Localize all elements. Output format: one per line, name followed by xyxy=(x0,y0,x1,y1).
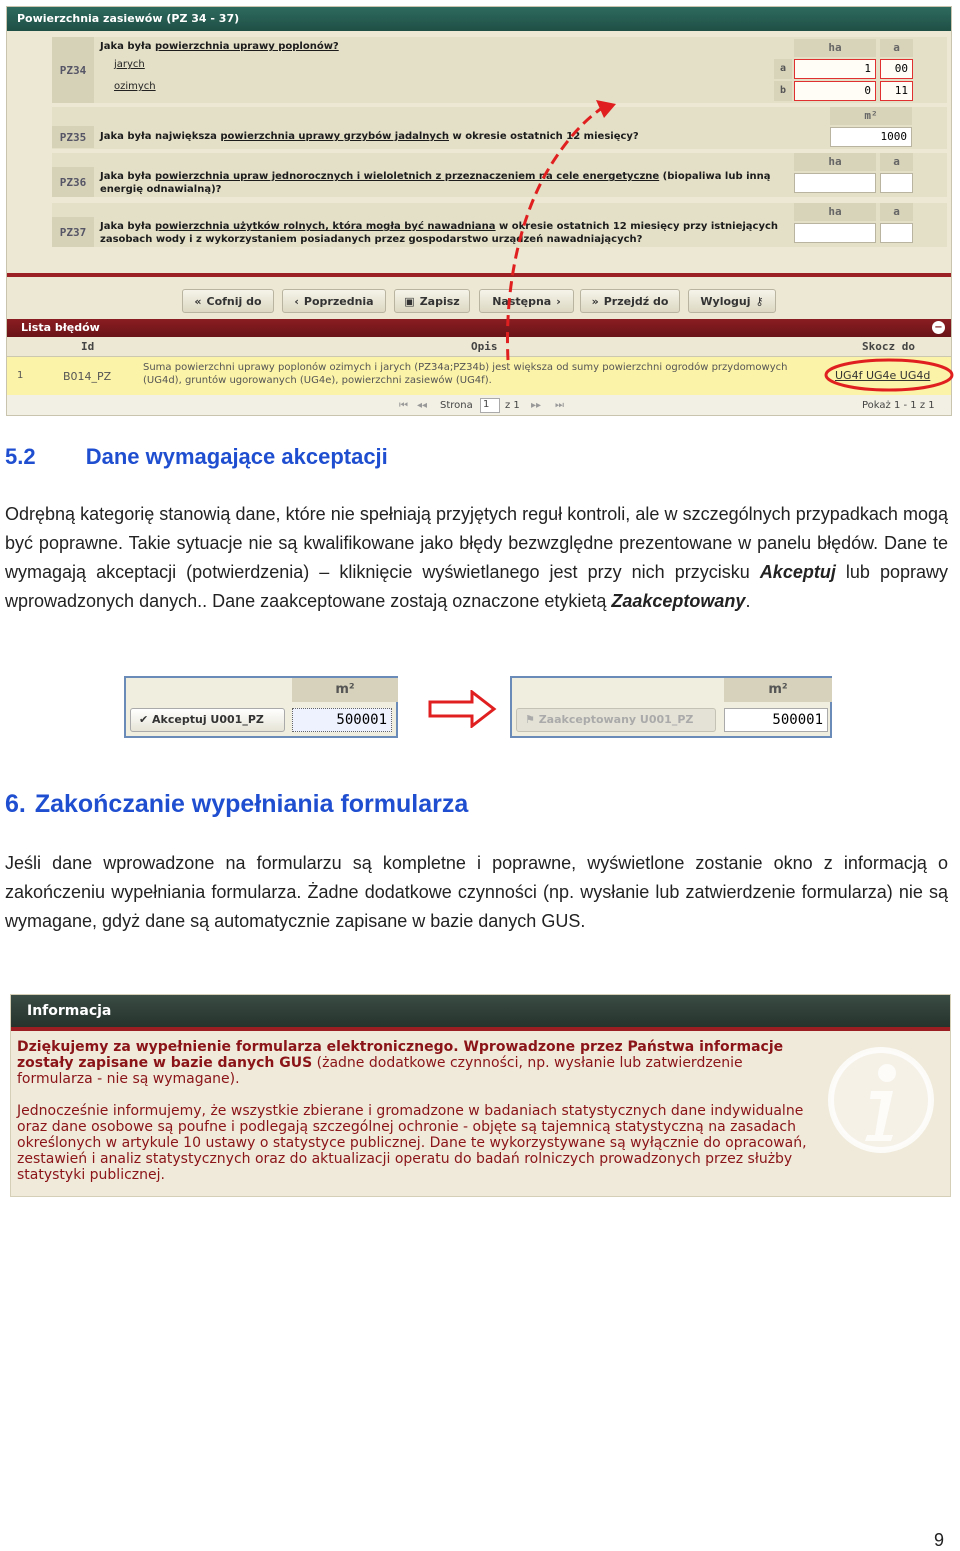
disk-icon: ▣ xyxy=(404,294,415,308)
m2-input[interactable]: 1000 xyxy=(830,127,912,147)
page-input[interactable]: 1 xyxy=(480,398,500,413)
section-paragraph-5-2: Odrębną kategorię stanowią dane, które nie spełniają przyjętych reguł kontroli, ale w szczególnych przypadkach mogą być poprawne. Takie sytuacje nie są kwalifikowane jako błędy bezwzględne prezentowane w panelu błędów. Dane te wymagają akceptacji (potwierdzenia) – kliknięcie wyświetlanego jest przy nich przycisku Akceptuj lub poprawy wprowadzonych danych.. Dane zaakceptowane zostają oznaczone etykietą Zaakceptowany. xyxy=(5,504,949,611)
sub-item-ozimych[interactable]: ozimych xyxy=(114,81,156,92)
accepted-label: ⚑ Zaakceptowany U001_PZ xyxy=(516,708,716,732)
col-description: Opis xyxy=(471,340,498,353)
question-link[interactable]: powierzchnia upraw jednorocznych i wieloletnich z przeznaczeniem na cele energetyczne xyxy=(154,171,660,182)
question-id: PZ34 xyxy=(52,37,94,103)
page-number: 9 xyxy=(934,1530,945,1550)
error-description: Suma powierzchni uprawy poplonów ozimych i jarych (PZ34a;PZ34b) jest większa od sumy powierzchni ogrodów przydomowych (UG4d), gruntów ugorowanych (UG4e), powierzchni zasiewów (UG4f). xyxy=(143,362,788,386)
pager-summary: Pokaż 1 - 1 z 1 xyxy=(862,400,935,411)
next-button[interactable]: Następna › xyxy=(479,289,574,313)
info-confidentiality: Jednocześnie informujemy, że wszystkie zbierane i gromadzone w badaniach statystycznych dane indywidualne oraz dane osobowe są poufne i podlegają szczególnej ochronie - objęte są tajemnicą statystyczną na zasadach określonych w artykule 10 ustawy o statystyce publicznej. Dane te wykorzystywane są wyłącznie do opracowań, zestawień i analiz statystycznych oraz do aktualizacji operatu do badań rolniczych prowadzonych przez służby statystyki publicznej. xyxy=(17,1103,807,1183)
question-text: Jaka była powierzchnia uprawy poplonów? xyxy=(100,41,339,52)
last-page-icon[interactable]: ⏭ xyxy=(555,400,564,411)
accept-before-screenshot xyxy=(124,676,398,738)
question-link[interactable]: powierzchnia użytków rolnych, która mogła być nawadniana xyxy=(154,221,496,232)
section-heading-6 xyxy=(5,790,468,819)
section-heading-5-2 xyxy=(5,444,388,470)
m2-input[interactable]: 500001 xyxy=(724,708,828,732)
a-input[interactable]: 00 xyxy=(880,59,913,79)
first-page-icon[interactable]: ⏮ xyxy=(399,400,408,411)
section-paragraph-6: Jeśli dane wprowadzone na formularzu są kompletne i poprawne, wyświetlone zostanie okno z informacją o zakończeniu wypełniania formularza. Żadne dodatkowe czynności (np. wysłanie lub zatwierdzenie formularza) nie są wymagane, gdyż dane są automatycznie zapisane w bazie danych GUS. xyxy=(5,853,948,931)
annotation-overlay xyxy=(0,0,960,420)
col-header-m2: m² xyxy=(724,678,832,702)
info-panel-screenshot xyxy=(10,994,951,1197)
row-number: 1 xyxy=(17,370,24,381)
previous-button[interactable]: ‹ Poprzednia xyxy=(282,289,386,313)
question-id: PZ36 xyxy=(52,167,94,197)
m2-input[interactable]: 500001 xyxy=(292,708,392,732)
col-id: Id xyxy=(81,340,95,353)
section-number: 5.2 xyxy=(5,444,36,469)
goto-button[interactable]: » Przejdź do xyxy=(580,289,680,313)
next-page-icon[interactable]: ▸▸ xyxy=(531,400,542,411)
item-letter: a xyxy=(774,59,792,79)
col-header-a: a xyxy=(880,153,913,171)
flag-icon: ⚑ xyxy=(525,713,539,726)
info-panel-title: Informacja xyxy=(11,995,950,1027)
col-header-ha: ha xyxy=(794,153,876,171)
page-of: z 1 xyxy=(505,400,520,411)
transition-arrow-icon xyxy=(428,690,498,728)
section-number: 6. xyxy=(5,790,26,818)
ha-input[interactable]: 0 xyxy=(794,81,876,101)
page-label: Strona xyxy=(440,400,473,411)
error-id: B014_PZ xyxy=(63,370,112,383)
item-letter: b xyxy=(774,81,792,101)
chevron-left-icon: ‹ xyxy=(294,294,299,308)
info-icon xyxy=(821,1035,941,1165)
save-button[interactable]: ▣ Zapisz xyxy=(394,289,470,313)
question-text: Jaka była powierzchnia upraw jednorocznych i wieloletnich z przeznaczeniem na cele energetyczne (biopaliwa lub inną energię odnawialną)? xyxy=(100,171,771,195)
accept-after-screenshot xyxy=(510,676,832,738)
a-input[interactable]: 11 xyxy=(880,81,913,101)
key-icon: ⚷ xyxy=(755,294,764,308)
question-text: Jaka była największa powierzchnia uprawy grzybów jadalnych w okresie ostatnich 12 miesięcy? xyxy=(100,131,639,142)
sub-item-jarych[interactable]: jarych xyxy=(114,59,145,70)
col-header-ha: ha xyxy=(794,203,876,221)
ha-input[interactable]: 1 xyxy=(794,59,876,79)
highlight-ellipse xyxy=(826,360,952,390)
question-text: Jaka była powierzchnia użytków rolnych, która mogła być nawadniana w okresie ostatnich 12 miesięcy przy istniejących zasobach wody i z wykorzystaniem posiadanych przez gospodarstwo urządzeń nawadniających? xyxy=(100,221,779,245)
col-jump: Skocz do xyxy=(862,340,915,353)
back-button[interactable]: « Cofnij do xyxy=(182,289,274,313)
col-header-m2: m² xyxy=(292,678,398,702)
col-header-a: a xyxy=(880,203,913,221)
double-right-icon: » xyxy=(591,294,599,308)
annotation-dashed-line xyxy=(507,108,602,360)
collapse-icon[interactable]: − xyxy=(932,321,945,334)
col-header-ha: ha xyxy=(794,39,876,57)
double-left-icon: « xyxy=(194,294,202,308)
question-id: PZ37 xyxy=(52,217,94,247)
chevron-right-icon: › xyxy=(556,294,561,308)
jump-links[interactable]: UG4f UG4e UG4d xyxy=(835,369,931,382)
section-title: Zakończanie wypełniania formularza xyxy=(34,790,469,818)
section-title: Dane wymagające akceptacji xyxy=(85,444,388,469)
question-link[interactable]: powierzchnia uprawy poplonów? xyxy=(154,41,339,52)
info-message: Dziękujemy za wypełnienie formularza elektronicznego. Wprowadzone przez Państwa informacje zostały zapisane w bazie danych GUS (żadne dodatkowe czynności, np. wysłanie lub zatwierdzenie formularza - nie są wymagane). xyxy=(17,1039,784,1087)
accept-button[interactable]: ✔ Akceptuj U001_PZ xyxy=(130,708,285,732)
question-id: PZ35 xyxy=(52,126,94,148)
error-list-title: Lista błędów xyxy=(21,321,100,334)
prev-page-icon[interactable]: ◂◂ xyxy=(417,400,428,411)
col-header-m2: m² xyxy=(830,107,912,125)
col-header-a: a xyxy=(880,39,913,57)
logout-button[interactable]: Wyloguj ⚷ xyxy=(688,289,776,313)
section-header: Powierzchnia zasiewów (PZ 34 - 37) xyxy=(7,7,951,31)
divider xyxy=(11,1027,950,1031)
question-link[interactable]: powierzchnia uprawy grzybów jadalnych xyxy=(220,131,449,142)
check-icon: ✔ xyxy=(139,713,153,726)
